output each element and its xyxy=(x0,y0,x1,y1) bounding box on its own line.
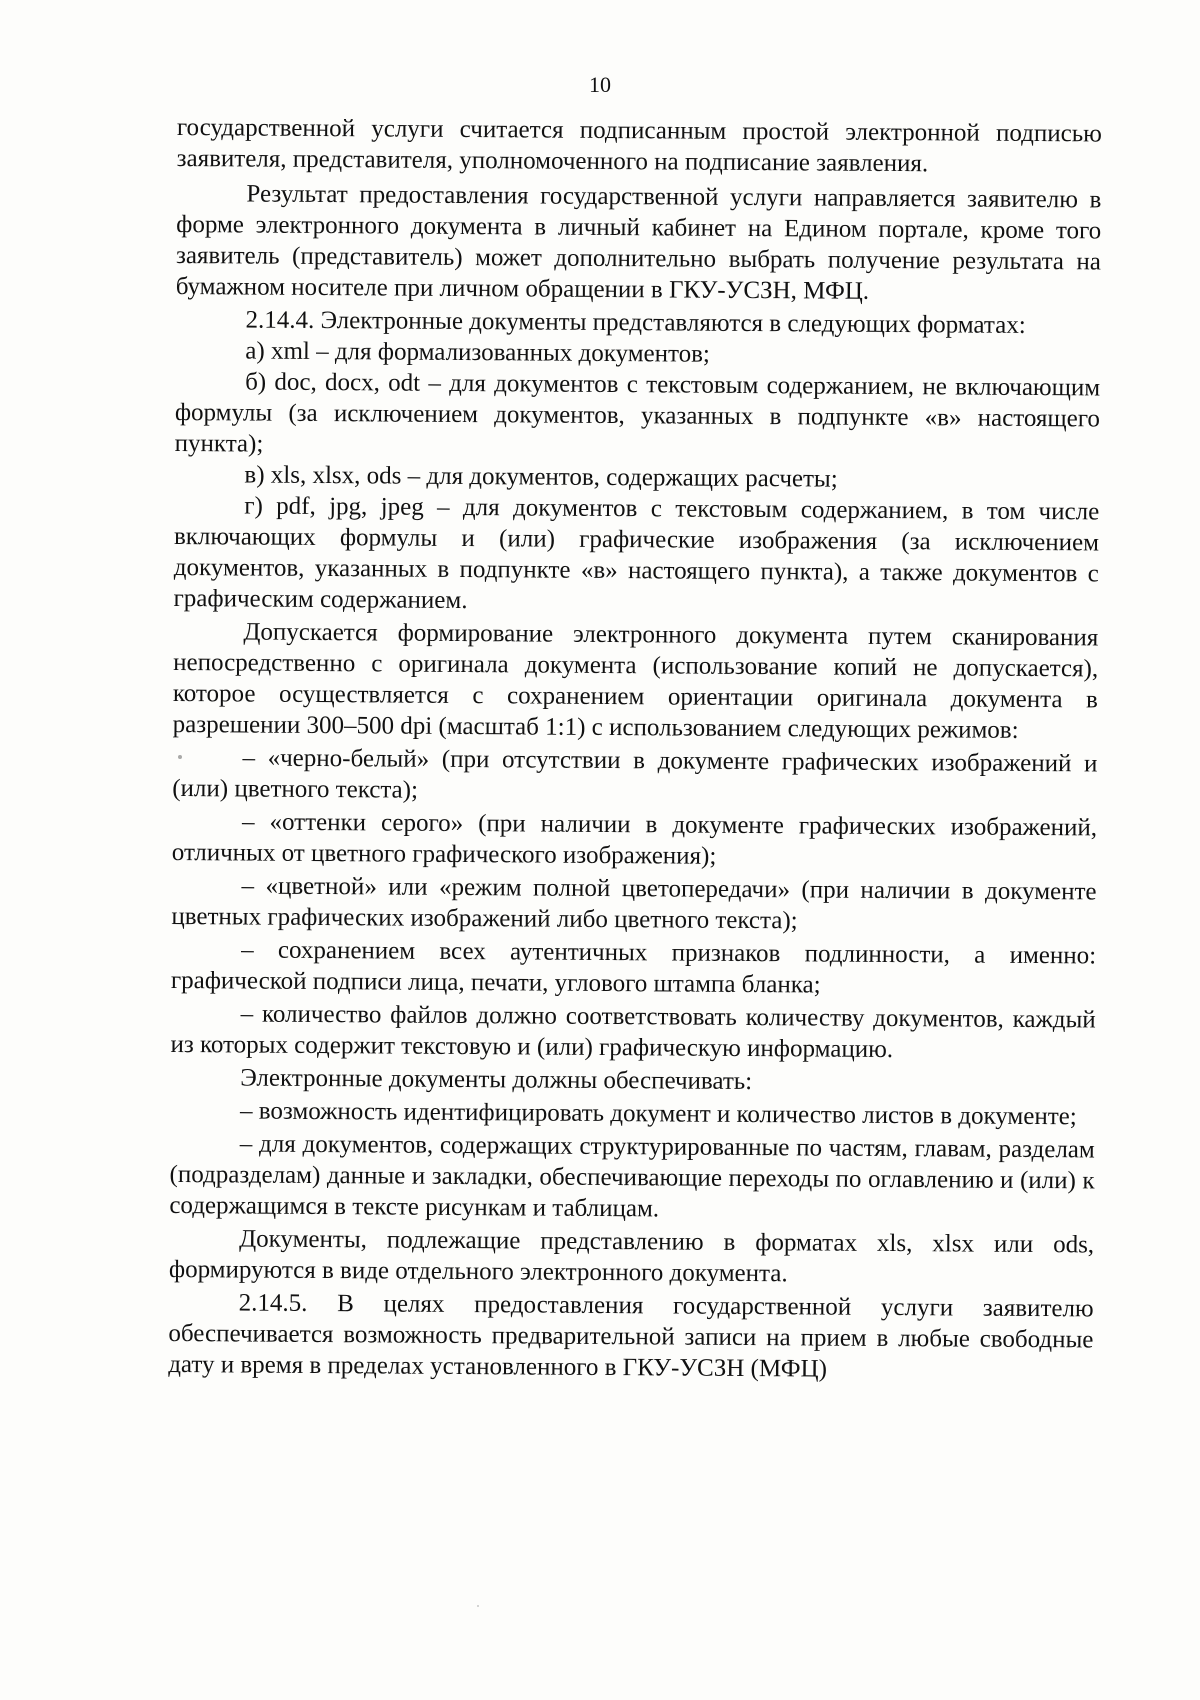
paragraph-continuation: государственной услуги считается подписанным простой электронной подписью заявителя, представителя, уполномоченного на подписание заявления. xyxy=(176,113,1102,178)
list-item-b: б) doc, docx, odt – для документов с текстовым содержанием, не включающим формулы (за исключением документов, указанных в подпункте «в» настоящего пункта); xyxy=(174,368,1101,458)
paragraph-2-14-4: 2.14.4. Электронные документы представляются в следующих форматах: xyxy=(245,306,1026,339)
provide-structure: – для документов, содержащих структурированные по частям, главам, разделам (подразделам) данные и закладки, обеспечивающие переходы по оглавлению и (или) к содержащимся в тексте рисункам и таблицам. xyxy=(169,1130,1095,1223)
paragraph-2-14-5: 2.14.5. В целях предоставления государственной услуги заявителю обеспечивается возможность предварительной записи на прием в любые свободные дату и время в пределах установленного в ГКУ-УСЗН (МФЦ) xyxy=(168,1289,1094,1383)
paragraph-must-provide: Электронные документы должны обеспечивать: xyxy=(240,1064,753,1096)
body-text xyxy=(168,112,1102,1386)
scan-speck xyxy=(477,1605,479,1607)
paragraph-scanning: Допускается формирование электронного документа путем сканирования непосредственно с оригинала документа (использование копий не допускается), которое осуществляется с сохранением ориентации оригинала документа в разрешении 300–500 dpi (масштаб 1:1) с использованием следующих режимов: xyxy=(172,618,1099,744)
list-item-a: а) xml – для формализованных документов; xyxy=(245,337,710,368)
requirement-authenticity: – сохранением всех аутентичных признаков подлинности, а именно: графической подписи лица, печати, углового штампа бланка; xyxy=(170,936,1097,999)
scan-mark xyxy=(178,755,182,759)
paragraph-result: Результат предоставления государственной услуги направляется заявителю в форме электронного документа в личный кабинет на Едином портале, кроме того заявитель (представитель) может дополнительно выбрать получение результата на бумажном носителе при личном обращении в ГКУ-УСЗН, МФЦ. xyxy=(175,180,1102,305)
paragraph-spreadsheets: Документы, подлежащие представлению в форматах xls, xlsx или ods, формируются в виде отдельного электронного документа. xyxy=(168,1225,1095,1288)
mode-black-white: – «черно-белый» (при отсутствии в документе графических изображений и (или) цветного текста); xyxy=(172,744,1098,804)
mode-color: – «цветной» или «режим полной цветопередачи» (при наличии в документе цветных графических изображений либо цветного текста); xyxy=(171,872,1097,935)
requirement-file-count: – количество файлов должно соответствовать количеству документов, каждый из которых содержит текстовую и (или) графическую информацию. xyxy=(170,1000,1096,1064)
provide-identification: – возможность идентифицировать документ и количество листов в документе; xyxy=(239,1097,1077,1131)
list-item-g: г) pdf, jpg, jpeg – для документов с текстовым содержанием, в том числе включающих формулы и (или) графические изображения (за исключением документов, указанных в подпункте «в» настоящего пункта), а также документов с графическим содержанием. xyxy=(173,492,1100,615)
mode-grayscale: – «оттенки серого» (при наличии в документе графических изображений, отличных от цветного графического изображения); xyxy=(171,808,1098,870)
scan-speck xyxy=(903,194,905,196)
list-item-v: в) xls, xlsx, ods – для документов, содержащих расчеты; xyxy=(244,461,838,493)
page-number: 10 xyxy=(589,72,611,97)
